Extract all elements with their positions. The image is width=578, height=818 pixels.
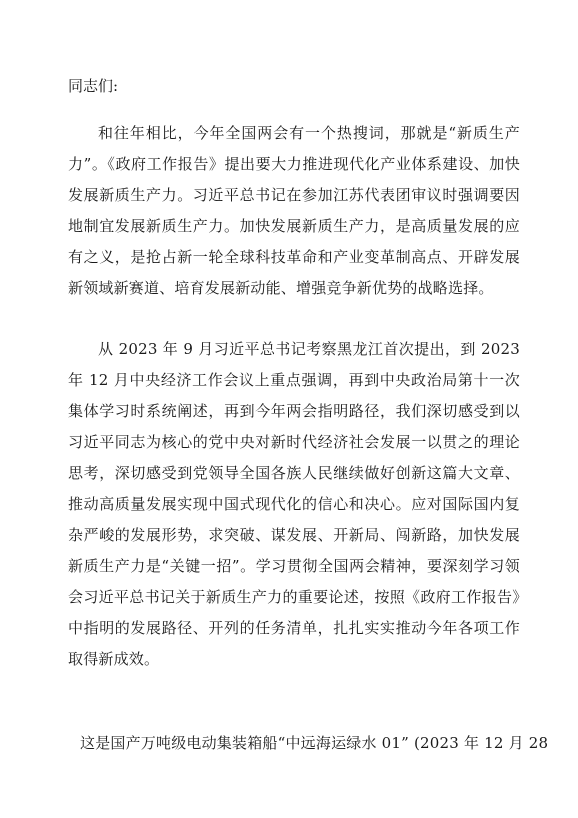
body-paragraph: 从 2023 年 9 月习近平总书记考察黑龙江首次提出，到 2023 年 12 月中央经济工作会议上重点强调，再到中央政治局第十一次集体学习时系统阐述，再到今年两会指明路径，我们深切感受到以习近平同志为核心的党中央对新时代经济社会发展一以贯之的理论思考，深切感受到党领导全国各族人民继续做好创新这篇大文章、推动高质量发展实现中国式现代化的信心和决心。应对国际国内复杂严峻的发展形势，求突破、谋发展、开新局、闯新路，加快发展新质生产力是“关键一招”。学习贯彻全国两会精神，要深刻学习领会习近平总书记关于新质生产力的重要论述，按照《政府工作报告》中指明的发展路径、开列的任务清单，扎扎实实推动今年各项工作取得新成效。 — [68, 340, 520, 668]
salutation: 同志们: — [68, 77, 119, 95]
body-paragraph: 和往年相比，今年全国两会有一个热搜词，那就是“新质生产力”。《政府工作报告》提出要大力推进现代化产业体系建设、加快发展新质生产力。习近平总书记在参加江苏代表团审议时强调要因地制宜发展新质生产力。加快发展新质生产力，是高质量发展的应有之义，是抢占新一轮全球科技革命和产业变革制高点、开辟发展新领域新赛道、培育发展新动能、增强竞争新优势的战略选择。 — [68, 124, 520, 297]
caption-paragraph: 这是国产万吨级电动集装箱船“中远海运绿水 01” (2023 年 12 月 28 — [80, 734, 549, 752]
